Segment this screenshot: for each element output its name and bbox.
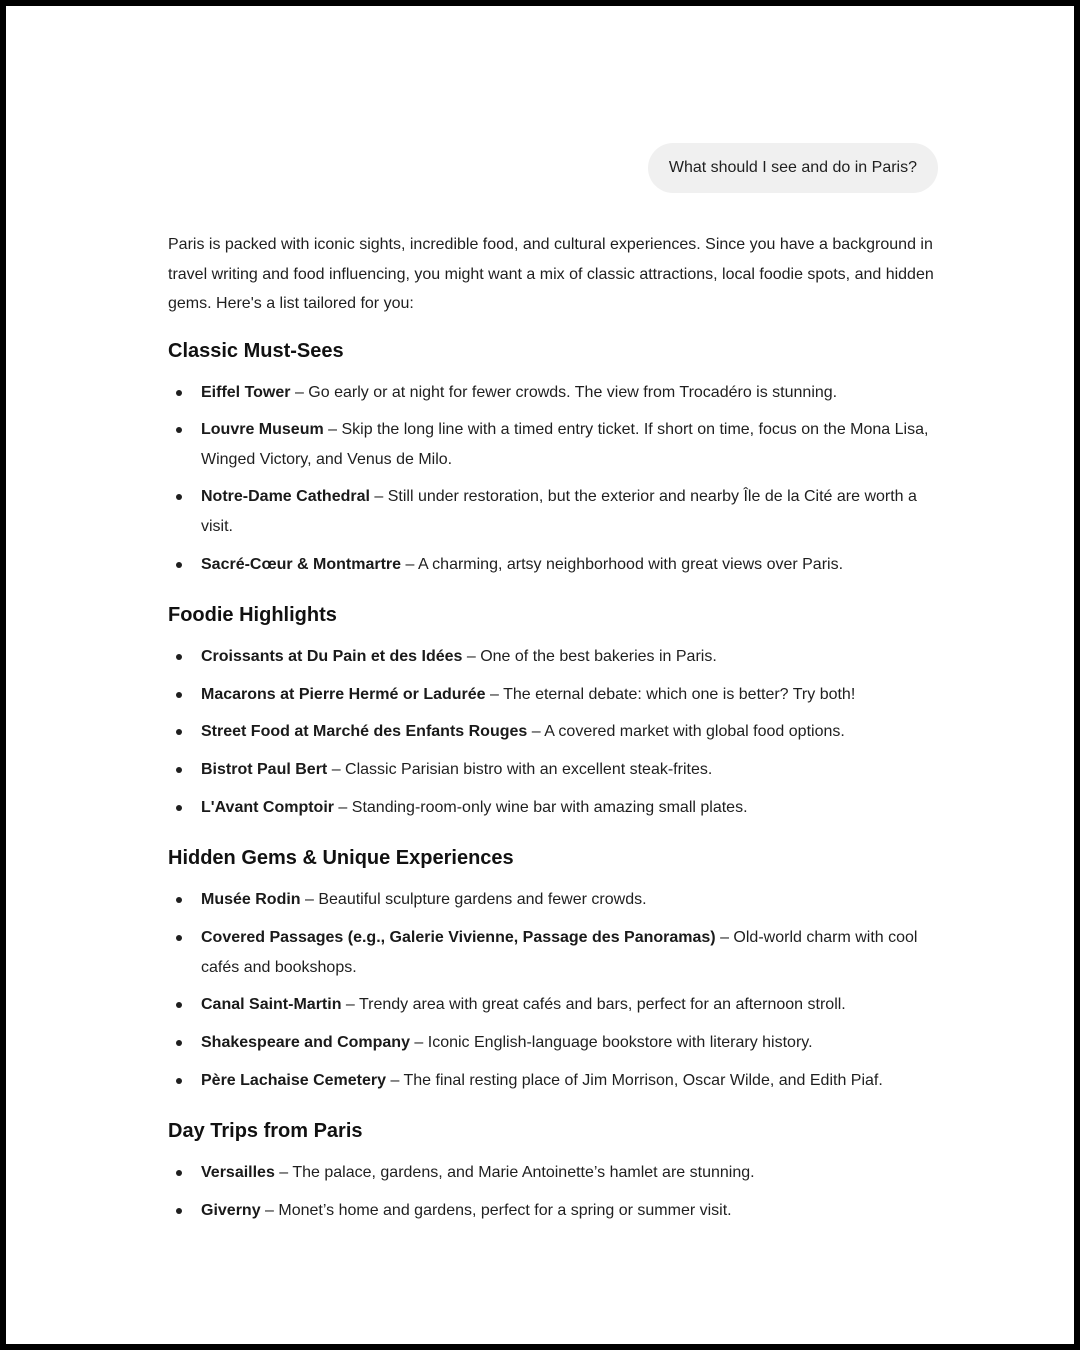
section-list — [168, 378, 940, 580]
item-description: – The eternal debate: which one is better? Try both! — [485, 685, 856, 703]
bullet-icon — [176, 805, 182, 811]
list-item — [168, 378, 940, 408]
section-heading: Foodie Highlights — [168, 604, 337, 627]
bullet-icon — [176, 1170, 182, 1176]
item-description: – Iconic English-language bookstore with literary history. — [409, 1033, 813, 1051]
response-sections — [168, 337, 940, 1226]
item-description: – Old-world charm with cool cafés and bookshops. — [201, 929, 918, 976]
bullet-icon — [176, 427, 182, 433]
list-item — [168, 990, 940, 1020]
list-item — [168, 793, 940, 823]
bullet-icon — [176, 897, 182, 903]
bullet-icon — [176, 1040, 182, 1046]
bullet-icon — [176, 562, 182, 568]
item-description: – Standing-room-only wine bar with amazing small plates. — [333, 798, 748, 816]
item-description: – A covered market with global food options. — [527, 723, 845, 741]
item-description: – Classic Parisian bistro with an excellent steak-frites. — [327, 761, 713, 779]
item-title: Versailles — [201, 1164, 275, 1182]
list-item — [168, 885, 940, 915]
bullet-icon — [176, 729, 182, 735]
section-heading: Hidden Gems & Unique Experiences — [168, 847, 514, 870]
item-title: Louvre Museum — [201, 421, 324, 439]
list-item — [168, 1158, 940, 1188]
section-heading: Day Trips from Paris — [168, 1120, 363, 1143]
section-list — [168, 642, 940, 822]
bullet-icon — [176, 1078, 182, 1084]
item-title: Bistrot Paul Bert — [201, 761, 328, 779]
bullet-icon — [176, 654, 182, 660]
item-description: – Beautiful sculpture gardens and fewer crowds. — [300, 891, 647, 909]
list-item — [168, 642, 940, 672]
list-item — [168, 755, 940, 785]
item-title: Croissants at Du Pain et des Idées — [201, 648, 463, 666]
item-title: Covered Passages (e.g., Galerie Vivienne, Passage des Panoramas) — [201, 929, 716, 946]
list-item — [168, 680, 940, 710]
user-message-bubble — [648, 143, 938, 193]
bullet-icon — [176, 1208, 182, 1214]
item-title: Notre-Dame Cathedral — [201, 488, 370, 506]
section-list — [168, 1158, 940, 1225]
item-title: Sacré-Cœur & Montmartre — [201, 555, 402, 573]
item-title: Eiffel Tower — [201, 383, 291, 401]
list-item — [168, 482, 940, 541]
chat-window — [6, 6, 1074, 1344]
item-title: L'Avant Comptoir — [201, 798, 334, 816]
bullet-icon — [176, 390, 182, 396]
item-description: – Skip the long line with a timed entry ticket. If short on time, focus on the Mona Lisa, Winged Victory, and Venus de Milo. — [201, 421, 929, 468]
item-title: Shakespeare and Company — [201, 1033, 410, 1051]
item-title: Giverny — [201, 1201, 261, 1219]
item-description: – Trendy area with great cafés and bars, perfect for an afternoon stroll. — [341, 996, 846, 1014]
item-description: – A charming, artsy neighborhood with great views over Paris. — [401, 555, 844, 573]
item-description: – The final resting place of Jim Morrison, Oscar Wilde, and Edith Piaf. — [386, 1071, 883, 1089]
item-title: Canal Saint-Martin — [201, 996, 342, 1014]
user-message-text: What should I see and do in Paris? — [668, 159, 917, 176]
list-item — [168, 1196, 940, 1226]
item-description: – Go early or at night for fewer crowds. The view from Trocadéro is stunning. — [290, 383, 838, 401]
item-description: – Still under restoration, but the exterior and nearby Île de la Cité are worth a visit. — [201, 488, 917, 535]
item-title: Musée Rodin — [201, 891, 301, 909]
bullet-icon — [176, 692, 182, 698]
item-title: Père Lachaise Cemetery — [201, 1071, 386, 1089]
list-item — [168, 415, 940, 474]
list-item — [168, 550, 940, 580]
list-item — [168, 923, 940, 982]
item-description: – Monet’s home and gardens, perfect for a spring or summer visit. — [260, 1201, 732, 1219]
bullet-icon — [176, 935, 182, 941]
item-title: Macarons at Pierre Hermé or Ladurée — [201, 685, 486, 703]
item-title: Street Food at Marché des Enfants Rouges — [201, 723, 528, 741]
response-intro: Paris is packed with iconic sights, incredible food, and cultural experiences. Since you have a background in travel writing and food influencing, you might want a mix of classic attractions, local foodie spots, and hidden gems. Here's a list tailored for you: — [168, 236, 934, 312]
bullet-icon — [176, 767, 182, 773]
list-item — [168, 1066, 940, 1096]
item-description: – The palace, gardens, and Marie Antoinette’s hamlet are stunning. — [274, 1164, 755, 1182]
bullet-icon — [176, 494, 182, 500]
assistant-response — [168, 230, 940, 1247]
section-list — [168, 885, 940, 1095]
bullet-icon — [176, 1002, 182, 1008]
list-item — [168, 1028, 940, 1058]
list-item — [168, 717, 940, 747]
item-description: – One of the best bakeries in Paris. — [462, 648, 717, 666]
section-heading: Classic Must-Sees — [168, 339, 344, 362]
